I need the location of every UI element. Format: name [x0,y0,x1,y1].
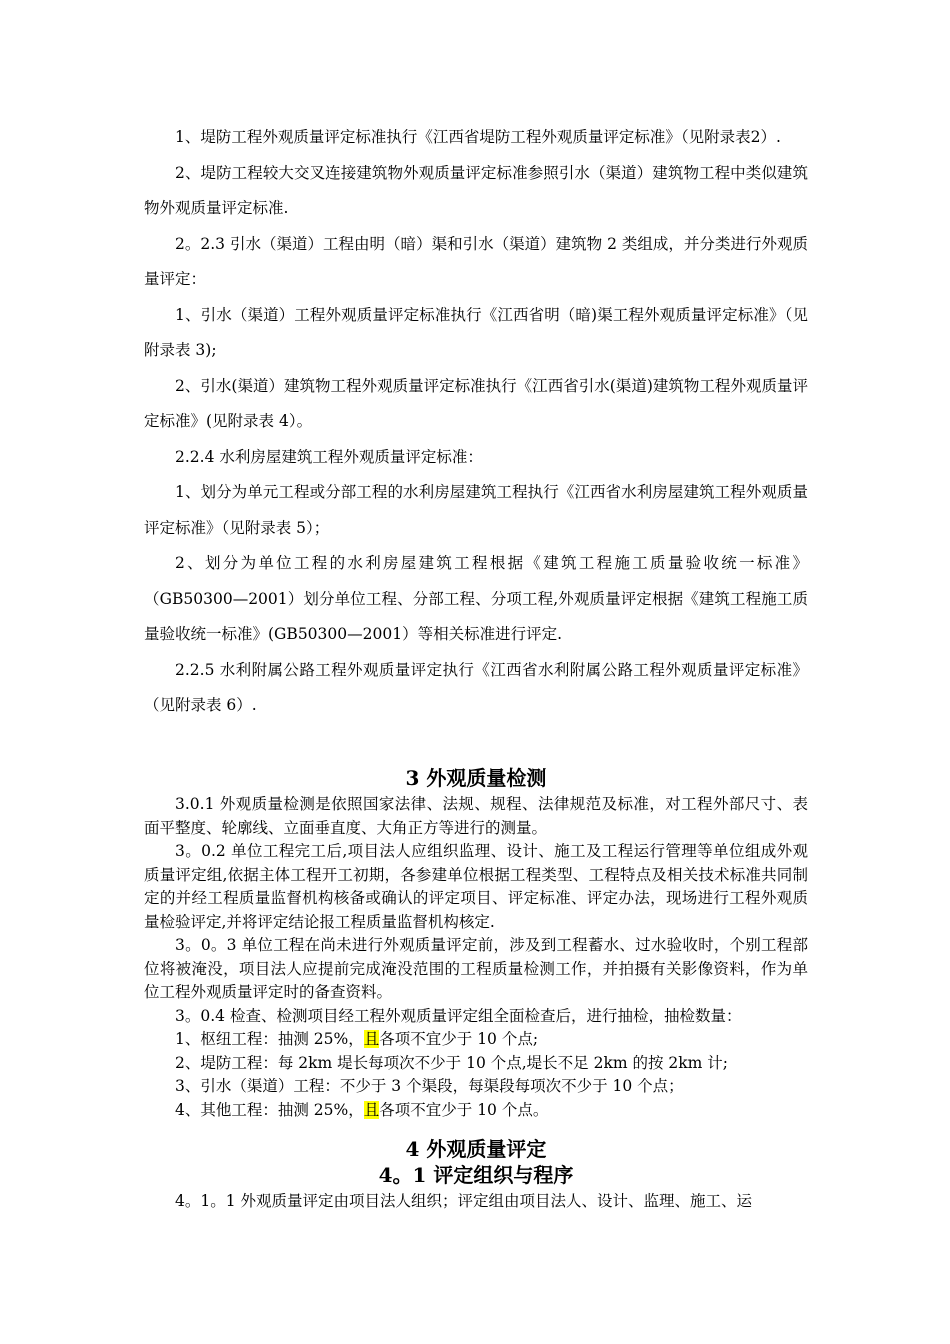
paragraph: 3。0。3 单位工程在尚未进行外观质量评定前，涉及到工程蓄水、过水验收时，个别工程部位将被淹没，项目法人应提前完成淹没范围的工程质量检测工作，并拍摄有关影像资料，作为单位工程外观质量评定时的备查资料。 [144,936,808,1001]
paragraph: 2、划分为单位工程的水利房屋建筑工程根据《建筑工程施工质量验收统一标准》（GB50300—2001）划分单位工程、分部工程、分项工程,外观质量评定根据《建筑工程施工质量验收统一标准》(GB50300—2001）等相关标准进行评定. [144,554,808,643]
section-4-1-body [144,1190,808,1214]
paragraph: 2、引水(渠道）建筑物工程外观质量评定标准执行《江西省引水(渠道)建筑物工程外观质量评定标准》(见附录表 4）。 [144,376,808,430]
paragraph: 4。1。1 外观质量评定由项目法人组织；评定组由项目法人、设计、监理、施工、运 [175,1192,753,1210]
paragraph: 2.2.4 水利房屋建筑工程外观质量评定标准： [175,447,483,466]
section-3-body [144,793,808,1122]
highlighted-text: 且 [363,1100,380,1119]
paragraph: 1、引水（渠道）工程外观质量评定标准执行《江西省明（暗)渠工程外观质量评定标准》（见附录表 3); [144,305,808,359]
section-2-standards [144,120,808,724]
list-item: 3、引水（渠道）工程：不少于 3 个渠段，每渠段每项次不少于 10 个点； [175,1077,684,1095]
section-4-1-heading: 4。1 评定组织与程序 [378,1163,574,1187]
list-item: 2、堤防工程：每 2km 堤长每项次不少于 10 个点,堤长不足 2km 的按 2km 计; [175,1053,729,1072]
section-3-heading: 3 外观质量检测 [405,766,547,790]
paragraph: 3。0.2 单位工程完工后,项目法人应组织监理、设计、施工及工程运行管理等单位组成外观质量评定组,依据主体工程开工初期，各参建单位根据工程类型、工程特点及相关技术标准共同制定的并经工程质量监督机构核备或确认的评定项目、评定标准、评定办法，现场进行工程外观质量检验评定,并将评定结论报工程质量监督机构核定. [144,842,808,931]
paragraph: 1、堤防工程外观质量评定标准执行《江西省堤防工程外观质量评定标准》（见附录表2）. [175,128,781,146]
paragraph: 3.0.1 外观质量检测是依照国家法律、法规、规程、法律规范及标准，对工程外部尺寸、表面平整度、轮廓线、立面垂直度、大角正方等进行的测量。 [144,795,808,837]
paragraph: 1、划分为单元工程或分部工程的水利房屋建筑工程执行《江西省水利房屋建筑工程外观质量评定标准》（见附录表 5）； [144,483,808,537]
list-item: 1、枢纽工程：抽测 25%，且各项不宜少于 10 个点; [175,1030,539,1048]
paragraph: 2.2.5 水利附属公路工程外观质量评定执行《江西省水利附属公路工程外观质量评定标准》（见附录表 6）. [144,660,808,714]
paragraph: 3。0.4 检查、检测项目经工程外观质量评定组全面检查后，进行抽检，抽检数量： [175,1006,742,1025]
list-item: 4、其他工程：抽测 25%，且各项不宜少于 10 个点。 [175,1100,549,1119]
highlighted-text: 且 [363,1030,380,1048]
paragraph: 2、堤防工程较大交叉连接建筑物外观质量评定标准参照引水（渠道）建筑物工程中类似建筑物外观质量评定标准. [144,163,808,217]
paragraph: 2。2.3 引水（渠道）工程由明（暗）渠和引水（渠道）建筑物 2 类组成，并分类进行外观质量评定： [144,234,808,288]
section-4-heading: 4 外观质量评定 [405,1137,547,1161]
